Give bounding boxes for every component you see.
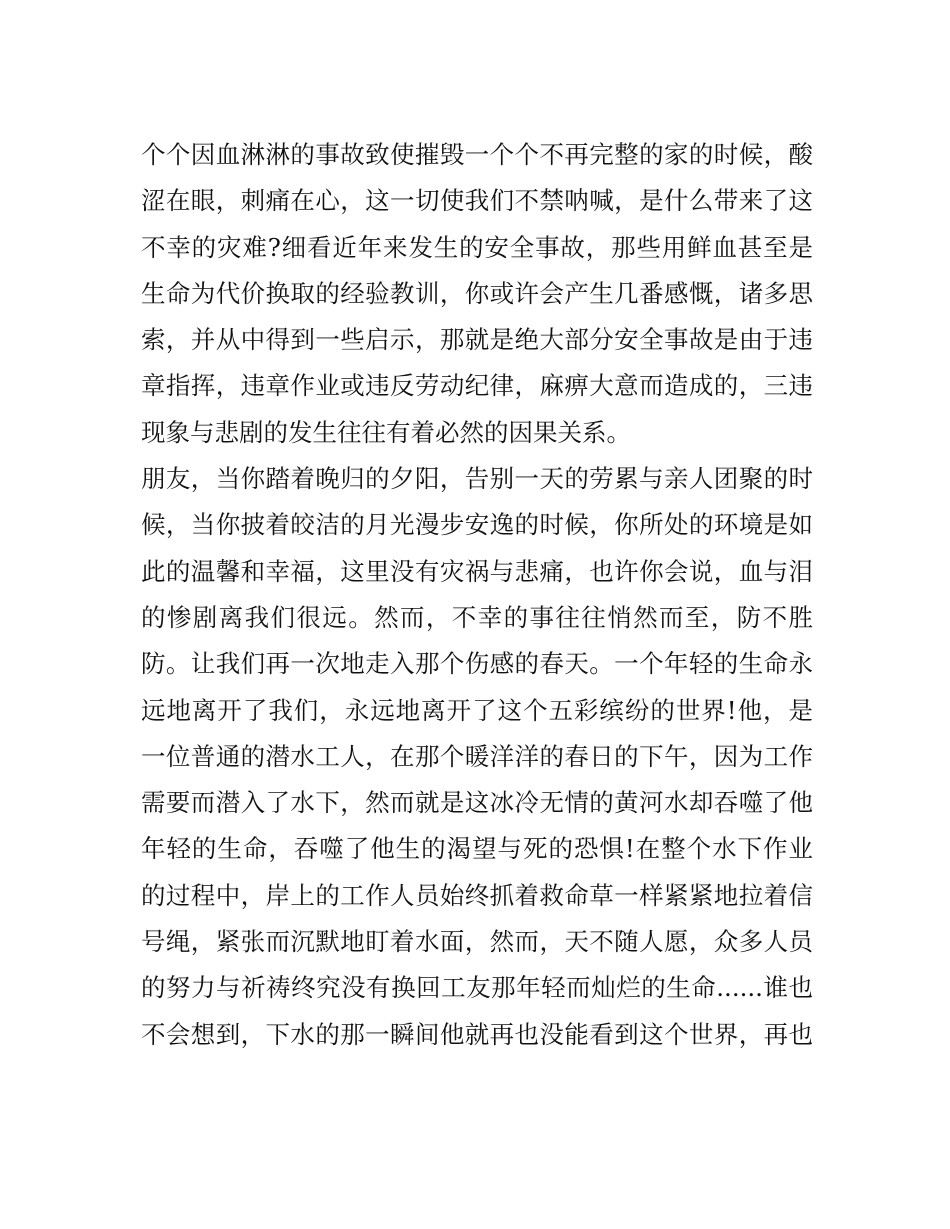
text-line: 生命为代价换取的经验教训，你或许会产生几番感慨，诸多思	[141, 278, 813, 308]
text-line: 不幸的灾难?细看近年来发生的安全事故，那些用鲜血甚至是	[141, 232, 813, 262]
paragraph	[141, 132, 813, 456]
text-line: 涩在眼，刺痛在心，这一切使我们不禁呐喊，是什么带来了这	[141, 186, 813, 216]
text-line: 索，并从中得到一些启示，那就是绝大部分安全事故是由于违	[141, 325, 813, 355]
text-line: 的惨剧离我们很远。然而，不幸的事往往悄然而至，防不胜	[141, 602, 813, 632]
text-line: 的努力与祈祷终究没有换回工友那年轻而灿烂的生命......谁也	[141, 973, 813, 1003]
text-line: 此的温馨和幸福，这里没有灾祸与悲痛，也许你会说，血与泪	[141, 556, 813, 586]
text-line: 防。让我们再一次地走入那个伤感的春天。一个年轻的生命永	[141, 649, 813, 679]
text-line: 年轻的生命，吞噬了他生的渴望与死的恐惧!在整个水下作业	[141, 834, 813, 864]
paragraph	[141, 456, 813, 1058]
text-line: 个个因血淋淋的事故致使摧毁一个个不再完整的家的时候，酸	[141, 140, 813, 169]
text-line: 的过程中，岸上的工作人员始终抓着救命草一样紧紧地拉着信	[141, 880, 813, 910]
text-line: 现象与悲剧的发生往往有着必然的因果关系。	[141, 417, 631, 447]
text-line: 远地离开了我们，永远地离开了这个五彩缤纷的世界!他，是	[141, 695, 813, 725]
text-line: 不会想到，下水的那一瞬间他就再也没能看到这个世界，再也	[141, 1019, 813, 1049]
text-line: 号绳，紧张而沉默地盯着水面，然而，天不随人愿，众多人员	[141, 927, 813, 957]
text-line: 候，当你披着皎洁的月光漫步安逸的时候，你所处的环境是如	[141, 510, 813, 540]
text-line: 需要而潜入了水下，然而就是这冰冷无情的黄河水却吞噬了他	[141, 788, 813, 818]
text-line: 章指挥，违章作业或违反劳动纪律，麻痹大意而造成的，三违	[141, 371, 813, 401]
text-line: 一位普通的潜水工人，在那个暖洋洋的春日的下午，因为工作	[141, 741, 813, 771]
body-text	[141, 132, 813, 1058]
text-line: 朋友，当你踏着晚归的夕阳，告别一天的劳累与亲人团聚的时	[141, 464, 813, 494]
